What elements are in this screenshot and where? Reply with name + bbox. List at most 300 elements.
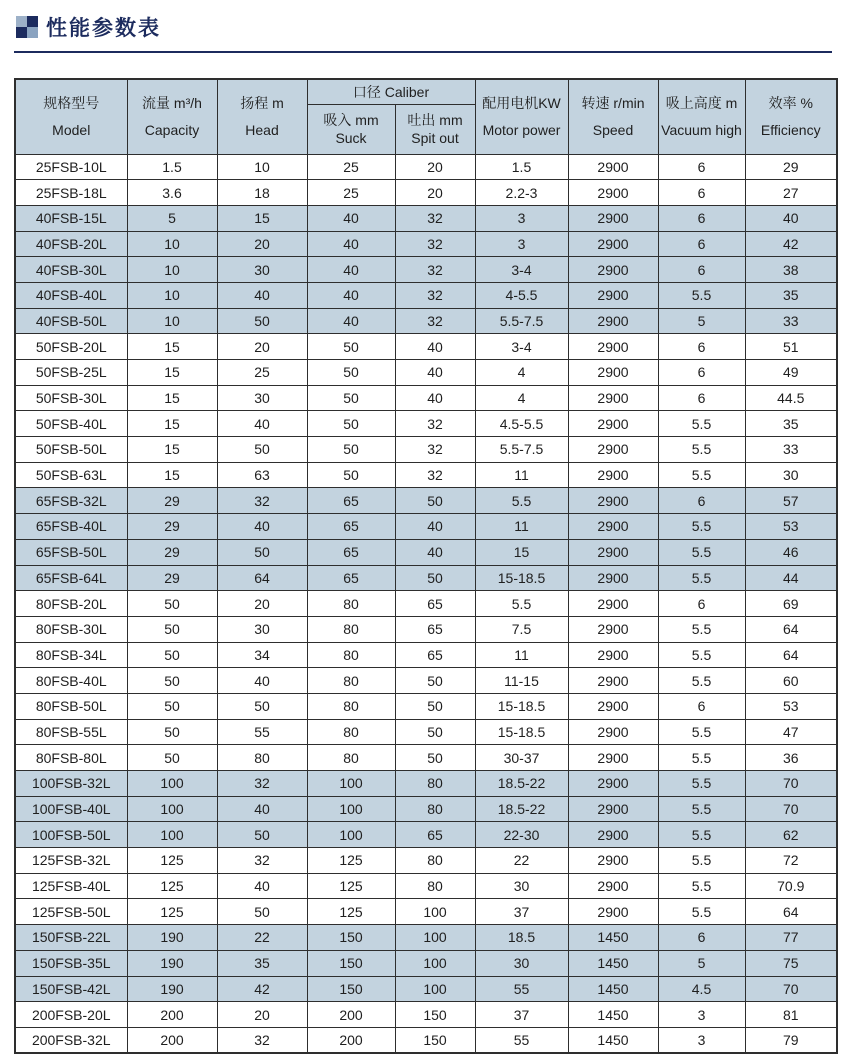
header-speed-cn: 转速 r/min xyxy=(581,95,645,112)
cell-vacuum-high: 6 xyxy=(658,180,745,206)
cell-vacuum-high: 5.5 xyxy=(658,771,745,797)
cell-motor-power: 37 xyxy=(475,1002,568,1028)
cell-model: 40FSB-40L xyxy=(15,282,127,308)
cell-head: 20 xyxy=(217,1002,307,1028)
cell-efficiency: 46 xyxy=(745,539,837,565)
cell-spit-out: 100 xyxy=(395,950,475,976)
cell-vacuum-high: 5.5 xyxy=(658,616,745,642)
cell-capacity: 100 xyxy=(127,796,217,822)
cell-efficiency: 70 xyxy=(745,771,837,797)
cell-efficiency: 70 xyxy=(745,976,837,1002)
cell-speed: 2900 xyxy=(568,334,658,360)
cell-head: 35 xyxy=(217,950,307,976)
cell-efficiency: 29 xyxy=(745,154,837,180)
cell-speed: 2900 xyxy=(568,539,658,565)
cell-vacuum-high: 6 xyxy=(658,360,745,386)
cell-spit-out: 80 xyxy=(395,771,475,797)
cell-capacity: 29 xyxy=(127,539,217,565)
cell-vacuum-high: 5.5 xyxy=(658,873,745,899)
table-row xyxy=(15,462,837,488)
table-row xyxy=(15,411,837,437)
cell-suck: 125 xyxy=(307,848,395,874)
cell-speed: 2900 xyxy=(568,205,658,231)
cell-motor-power: 55 xyxy=(475,1027,568,1053)
cell-spit-out: 32 xyxy=(395,231,475,257)
cell-head: 32 xyxy=(217,771,307,797)
cell-spit-out: 50 xyxy=(395,693,475,719)
cell-speed: 2900 xyxy=(568,873,658,899)
cell-capacity: 1.5 xyxy=(127,154,217,180)
cell-capacity: 50 xyxy=(127,616,217,642)
cell-model: 50FSB-40L xyxy=(15,411,127,437)
cell-motor-power: 2.2-3 xyxy=(475,180,568,206)
table-row xyxy=(15,591,837,617)
cell-model: 50FSB-20L xyxy=(15,334,127,360)
cell-efficiency: 64 xyxy=(745,899,837,925)
header-motor-en: Motor power xyxy=(482,122,561,139)
cell-spit-out: 50 xyxy=(395,668,475,694)
header-vacuum-en: Vacuum high xyxy=(661,122,742,139)
cell-motor-power: 11-15 xyxy=(475,668,568,694)
cell-motor-power: 5.5-7.5 xyxy=(475,437,568,463)
cell-efficiency: 33 xyxy=(745,437,837,463)
cell-motor-power: 30 xyxy=(475,873,568,899)
table-row xyxy=(15,385,837,411)
cell-spit-out: 100 xyxy=(395,899,475,925)
cell-head: 40 xyxy=(217,873,307,899)
cell-vacuum-high: 5.5 xyxy=(658,462,745,488)
cell-head: 50 xyxy=(217,308,307,334)
cell-spit-out: 150 xyxy=(395,1002,475,1028)
table-row xyxy=(15,360,837,386)
cell-spit-out: 40 xyxy=(395,334,475,360)
table-row xyxy=(15,308,837,334)
cell-speed: 2900 xyxy=(568,848,658,874)
cell-head: 50 xyxy=(217,822,307,848)
cell-spit-out: 50 xyxy=(395,488,475,514)
header-head-cn: 扬程 m xyxy=(240,95,284,112)
cell-suck: 40 xyxy=(307,205,395,231)
table-row xyxy=(15,1027,837,1053)
cell-capacity: 190 xyxy=(127,950,217,976)
table-row xyxy=(15,925,837,951)
cell-motor-power: 1.5 xyxy=(475,154,568,180)
cell-model: 150FSB-42L xyxy=(15,976,127,1002)
cell-model: 150FSB-22L xyxy=(15,925,127,951)
cell-speed: 2900 xyxy=(568,385,658,411)
cell-model: 100FSB-32L xyxy=(15,771,127,797)
cell-spit-out: 65 xyxy=(395,591,475,617)
cell-spit-out: 150 xyxy=(395,1027,475,1053)
cell-spit-out: 65 xyxy=(395,822,475,848)
cell-spit-out: 32 xyxy=(395,205,475,231)
cell-efficiency: 64 xyxy=(745,642,837,668)
cell-efficiency: 62 xyxy=(745,822,837,848)
cell-speed: 2900 xyxy=(568,282,658,308)
cell-motor-power: 15-18.5 xyxy=(475,693,568,719)
cell-motor-power: 15-18.5 xyxy=(475,565,568,591)
cell-efficiency: 35 xyxy=(745,282,837,308)
cell-model: 40FSB-15L xyxy=(15,205,127,231)
cell-suck: 200 xyxy=(307,1002,395,1028)
cell-efficiency: 38 xyxy=(745,257,837,283)
cell-vacuum-high: 5.5 xyxy=(658,411,745,437)
cell-vacuum-high: 6 xyxy=(658,334,745,360)
header-spit-cn: 吐出 mm xyxy=(407,111,463,128)
cell-head: 20 xyxy=(217,231,307,257)
cell-model: 65FSB-32L xyxy=(15,488,127,514)
table-row xyxy=(15,950,837,976)
table-row xyxy=(15,334,837,360)
cell-vacuum-high: 3 xyxy=(658,1002,745,1028)
cell-capacity: 29 xyxy=(127,514,217,540)
header-spit-out xyxy=(395,104,475,154)
cell-speed: 2900 xyxy=(568,437,658,463)
cell-motor-power: 11 xyxy=(475,462,568,488)
cell-suck: 65 xyxy=(307,488,395,514)
cell-motor-power: 5.5 xyxy=(475,488,568,514)
cell-vacuum-high: 6 xyxy=(658,591,745,617)
cell-vacuum-high: 6 xyxy=(658,257,745,283)
cell-suck: 80 xyxy=(307,745,395,771)
cell-model: 65FSB-40L xyxy=(15,514,127,540)
cell-efficiency: 75 xyxy=(745,950,837,976)
header-motor-power xyxy=(475,79,568,154)
cell-vacuum-high: 5.5 xyxy=(658,899,745,925)
cell-capacity: 100 xyxy=(127,771,217,797)
cell-vacuum-high: 6 xyxy=(658,488,745,514)
cell-efficiency: 79 xyxy=(745,1027,837,1053)
cell-suck: 80 xyxy=(307,642,395,668)
table-row xyxy=(15,231,837,257)
cell-model: 125FSB-32L xyxy=(15,848,127,874)
cell-capacity: 50 xyxy=(127,745,217,771)
header-efficiency-cn: 效率 % xyxy=(768,95,813,112)
cell-spit-out: 32 xyxy=(395,437,475,463)
cell-efficiency: 44 xyxy=(745,565,837,591)
cell-speed: 2900 xyxy=(568,796,658,822)
cell-speed: 1450 xyxy=(568,950,658,976)
cell-spit-out: 40 xyxy=(395,385,475,411)
cell-motor-power: 4 xyxy=(475,360,568,386)
cell-motor-power: 3 xyxy=(475,231,568,257)
table-row xyxy=(15,719,837,745)
cell-vacuum-high: 5.5 xyxy=(658,539,745,565)
header-motor-cn: 配用电机KW xyxy=(482,95,561,112)
cell-head: 50 xyxy=(217,693,307,719)
cell-head: 25 xyxy=(217,360,307,386)
cell-suck: 40 xyxy=(307,308,395,334)
cell-suck: 50 xyxy=(307,360,395,386)
header-capacity-cn: 流量 m³/h xyxy=(142,95,202,112)
cell-suck: 50 xyxy=(307,437,395,463)
cell-head: 15 xyxy=(217,205,307,231)
cell-efficiency: 70.9 xyxy=(745,873,837,899)
cell-vacuum-high: 5.5 xyxy=(658,822,745,848)
cell-speed: 2900 xyxy=(568,488,658,514)
table-row xyxy=(15,205,837,231)
cell-head: 20 xyxy=(217,334,307,360)
cell-efficiency: 81 xyxy=(745,1002,837,1028)
cell-vacuum-high: 5.5 xyxy=(658,796,745,822)
cell-speed: 2900 xyxy=(568,719,658,745)
table-row xyxy=(15,745,837,771)
cell-suck: 100 xyxy=(307,796,395,822)
header-model-en: Model xyxy=(52,122,91,139)
cell-capacity: 200 xyxy=(127,1002,217,1028)
cell-efficiency: 35 xyxy=(745,411,837,437)
checker-bullet-icon xyxy=(16,16,38,38)
cell-motor-power: 30 xyxy=(475,950,568,976)
cell-model: 125FSB-40L xyxy=(15,873,127,899)
cell-suck: 40 xyxy=(307,257,395,283)
cell-efficiency: 53 xyxy=(745,693,837,719)
table-row xyxy=(15,899,837,925)
cell-suck: 100 xyxy=(307,822,395,848)
cell-motor-power: 3-4 xyxy=(475,257,568,283)
cell-capacity: 10 xyxy=(127,257,217,283)
cell-model: 65FSB-64L xyxy=(15,565,127,591)
cell-head: 30 xyxy=(217,257,307,283)
cell-head: 18 xyxy=(217,180,307,206)
cell-model: 80FSB-40L xyxy=(15,668,127,694)
cell-capacity: 190 xyxy=(127,925,217,951)
cell-vacuum-high: 5.5 xyxy=(658,719,745,745)
cell-motor-power: 30-37 xyxy=(475,745,568,771)
cell-model: 80FSB-34L xyxy=(15,642,127,668)
table-row xyxy=(15,257,837,283)
cell-capacity: 15 xyxy=(127,360,217,386)
table-row xyxy=(15,642,837,668)
cell-efficiency: 77 xyxy=(745,925,837,951)
cell-speed: 2900 xyxy=(568,514,658,540)
cell-motor-power: 3-4 xyxy=(475,334,568,360)
cell-spit-out: 50 xyxy=(395,719,475,745)
cell-capacity: 50 xyxy=(127,693,217,719)
cell-model: 80FSB-30L xyxy=(15,616,127,642)
cell-spit-out: 20 xyxy=(395,180,475,206)
cell-motor-power: 4 xyxy=(475,385,568,411)
cell-motor-power: 11 xyxy=(475,642,568,668)
cell-model: 50FSB-30L xyxy=(15,385,127,411)
cell-motor-power: 55 xyxy=(475,976,568,1002)
cell-capacity: 190 xyxy=(127,976,217,1002)
cell-capacity: 200 xyxy=(127,1027,217,1053)
cell-suck: 80 xyxy=(307,616,395,642)
cell-efficiency: 36 xyxy=(745,745,837,771)
cell-motor-power: 18.5 xyxy=(475,925,568,951)
cell-suck: 50 xyxy=(307,411,395,437)
cell-head: 63 xyxy=(217,462,307,488)
cell-capacity: 10 xyxy=(127,308,217,334)
cell-vacuum-high: 6 xyxy=(658,205,745,231)
cell-spit-out: 100 xyxy=(395,925,475,951)
cell-suck: 100 xyxy=(307,771,395,797)
cell-motor-power: 5.5 xyxy=(475,591,568,617)
cell-spit-out: 20 xyxy=(395,154,475,180)
cell-capacity: 125 xyxy=(127,899,217,925)
cell-suck: 50 xyxy=(307,462,395,488)
table-row xyxy=(15,976,837,1002)
cell-capacity: 3.6 xyxy=(127,180,217,206)
cell-head: 32 xyxy=(217,848,307,874)
cell-capacity: 29 xyxy=(127,488,217,514)
cell-efficiency: 44.5 xyxy=(745,385,837,411)
cell-head: 50 xyxy=(217,539,307,565)
cell-model: 80FSB-20L xyxy=(15,591,127,617)
cell-suck: 65 xyxy=(307,565,395,591)
header-head xyxy=(217,79,307,154)
cell-vacuum-high: 4.5 xyxy=(658,976,745,1002)
cell-efficiency: 72 xyxy=(745,848,837,874)
cell-efficiency: 42 xyxy=(745,231,837,257)
cell-model: 50FSB-25L xyxy=(15,360,127,386)
cell-motor-power: 15-18.5 xyxy=(475,719,568,745)
cell-suck: 200 xyxy=(307,1027,395,1053)
cell-motor-power: 4.5-5.5 xyxy=(475,411,568,437)
cell-spit-out: 40 xyxy=(395,360,475,386)
cell-motor-power: 22 xyxy=(475,848,568,874)
cell-efficiency: 57 xyxy=(745,488,837,514)
cell-head: 30 xyxy=(217,385,307,411)
cell-motor-power: 7.5 xyxy=(475,616,568,642)
cell-model: 200FSB-20L xyxy=(15,1002,127,1028)
cell-capacity: 15 xyxy=(127,334,217,360)
cell-head: 10 xyxy=(217,154,307,180)
cell-model: 80FSB-80L xyxy=(15,745,127,771)
cell-model: 100FSB-40L xyxy=(15,796,127,822)
cell-model: 125FSB-50L xyxy=(15,899,127,925)
cell-spit-out: 80 xyxy=(395,848,475,874)
cell-capacity: 50 xyxy=(127,642,217,668)
cell-suck: 80 xyxy=(307,591,395,617)
cell-vacuum-high: 6 xyxy=(658,925,745,951)
cell-capacity: 125 xyxy=(127,848,217,874)
page-title: 性能参数表 xyxy=(46,17,161,40)
cell-speed: 2900 xyxy=(568,693,658,719)
header-head-en: Head xyxy=(245,122,279,139)
cell-head: 55 xyxy=(217,719,307,745)
cell-motor-power: 15 xyxy=(475,539,568,565)
cell-vacuum-high: 5.5 xyxy=(658,642,745,668)
cell-suck: 25 xyxy=(307,154,395,180)
cell-speed: 1450 xyxy=(568,976,658,1002)
cell-spit-out: 32 xyxy=(395,411,475,437)
cell-head: 30 xyxy=(217,616,307,642)
cell-capacity: 10 xyxy=(127,231,217,257)
cell-speed: 2900 xyxy=(568,411,658,437)
header-vacuum-cn: 吸上高度 m xyxy=(665,95,738,112)
cell-suck: 65 xyxy=(307,514,395,540)
cell-suck: 50 xyxy=(307,334,395,360)
cell-capacity: 10 xyxy=(127,282,217,308)
table-row xyxy=(15,873,837,899)
header-model-cn: 规格型号 xyxy=(43,95,100,112)
cell-speed: 2900 xyxy=(568,616,658,642)
cell-capacity: 100 xyxy=(127,822,217,848)
cell-spit-out: 65 xyxy=(395,642,475,668)
cell-vacuum-high: 5.5 xyxy=(658,514,745,540)
cell-spit-out: 32 xyxy=(395,308,475,334)
cell-model: 50FSB-63L xyxy=(15,462,127,488)
cell-efficiency: 64 xyxy=(745,616,837,642)
cell-efficiency: 40 xyxy=(745,205,837,231)
cell-head: 40 xyxy=(217,411,307,437)
cell-spit-out: 40 xyxy=(395,539,475,565)
cell-motor-power: 5.5-7.5 xyxy=(475,308,568,334)
cell-suck: 125 xyxy=(307,899,395,925)
table-header xyxy=(15,79,837,154)
cell-efficiency: 53 xyxy=(745,514,837,540)
cell-model: 150FSB-35L xyxy=(15,950,127,976)
cell-suck: 65 xyxy=(307,539,395,565)
cell-spit-out: 100 xyxy=(395,976,475,1002)
cell-capacity: 15 xyxy=(127,462,217,488)
cell-capacity: 15 xyxy=(127,411,217,437)
cell-capacity: 50 xyxy=(127,668,217,694)
cell-vacuum-high: 5.5 xyxy=(658,437,745,463)
cell-head: 80 xyxy=(217,745,307,771)
cell-speed: 2900 xyxy=(568,154,658,180)
cell-suck: 80 xyxy=(307,668,395,694)
cell-model: 65FSB-50L xyxy=(15,539,127,565)
table-row xyxy=(15,822,837,848)
cell-model: 200FSB-32L xyxy=(15,1027,127,1053)
cell-speed: 1450 xyxy=(568,925,658,951)
table-row xyxy=(15,668,837,694)
cell-motor-power: 22-30 xyxy=(475,822,568,848)
cell-suck: 150 xyxy=(307,950,395,976)
table-row xyxy=(15,488,837,514)
cell-motor-power: 18.5-22 xyxy=(475,771,568,797)
header-efficiency xyxy=(745,79,837,154)
cell-model: 40FSB-30L xyxy=(15,257,127,283)
cell-speed: 1450 xyxy=(568,1002,658,1028)
cell-suck: 80 xyxy=(307,719,395,745)
cell-head: 32 xyxy=(217,1027,307,1053)
cell-head: 50 xyxy=(217,437,307,463)
cell-speed: 2900 xyxy=(568,462,658,488)
cell-efficiency: 49 xyxy=(745,360,837,386)
cell-head: 34 xyxy=(217,642,307,668)
cell-capacity: 15 xyxy=(127,385,217,411)
cell-vacuum-high: 5.5 xyxy=(658,745,745,771)
cell-speed: 2900 xyxy=(568,565,658,591)
header-row-main xyxy=(15,79,837,104)
table-row xyxy=(15,154,837,180)
cell-spit-out: 50 xyxy=(395,745,475,771)
cell-head: 20 xyxy=(217,591,307,617)
cell-suck: 150 xyxy=(307,976,395,1002)
cell-model: 25FSB-10L xyxy=(15,154,127,180)
cell-spit-out: 32 xyxy=(395,282,475,308)
cell-capacity: 50 xyxy=(127,591,217,617)
cell-suck: 40 xyxy=(307,282,395,308)
table-row xyxy=(15,437,837,463)
cell-model: 80FSB-50L xyxy=(15,693,127,719)
cell-vacuum-high: 6 xyxy=(658,231,745,257)
cell-speed: 2900 xyxy=(568,822,658,848)
cell-vacuum-high: 5 xyxy=(658,950,745,976)
cell-vacuum-high: 5 xyxy=(658,308,745,334)
header-speed-en: Speed xyxy=(592,122,634,139)
cell-efficiency: 33 xyxy=(745,308,837,334)
cell-efficiency: 47 xyxy=(745,719,837,745)
cell-efficiency: 69 xyxy=(745,591,837,617)
cell-vacuum-high: 6 xyxy=(658,693,745,719)
table-row xyxy=(15,539,837,565)
cell-vacuum-high: 5.5 xyxy=(658,565,745,591)
